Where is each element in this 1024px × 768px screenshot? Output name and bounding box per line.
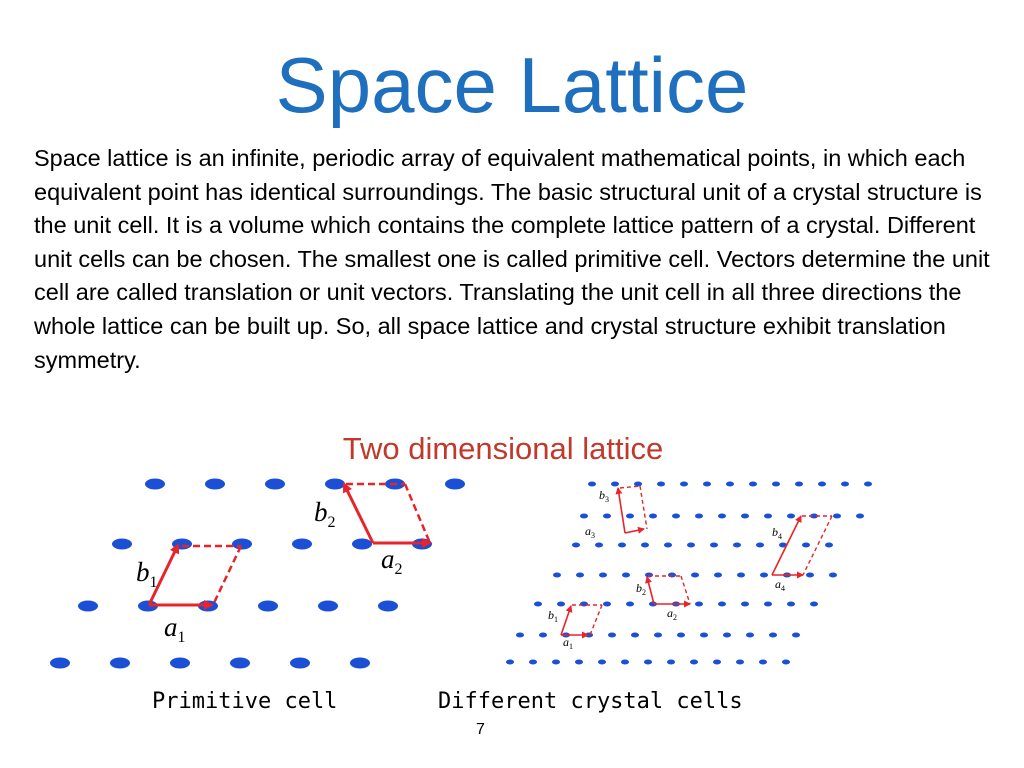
- lattice-point: [723, 633, 731, 638]
- vector-b1: [561, 606, 571, 635]
- lattice-point: [687, 543, 695, 548]
- lattice-point: [506, 660, 514, 665]
- crystal-cell-1: [561, 605, 602, 635]
- lattice-point: [787, 602, 795, 607]
- lattice-point: [667, 660, 675, 665]
- label-b2: $b_2$: [314, 497, 336, 531]
- lattice-point: [553, 573, 561, 578]
- lattice-point: [741, 602, 749, 607]
- lattice-point: [622, 573, 630, 578]
- lattice-point: [557, 602, 565, 607]
- lattice-point: [818, 482, 826, 487]
- lattice-point: [599, 573, 607, 578]
- lattice-point: [539, 633, 547, 638]
- lattice-point: [644, 660, 652, 665]
- lattice-point: [829, 573, 837, 578]
- lattice-point: [772, 482, 780, 487]
- lattice-point: [760, 573, 768, 578]
- lattice-point: [714, 573, 722, 578]
- lattice-point: [733, 543, 741, 548]
- lattice-point: [534, 602, 542, 607]
- lattice-point: [677, 633, 685, 638]
- lattice-point: [672, 514, 680, 519]
- lattice-point: [576, 573, 584, 578]
- lattice-point: [598, 660, 606, 665]
- lattice-point: [806, 573, 814, 578]
- lattice-point: [626, 514, 634, 519]
- lattice-point: [737, 573, 745, 578]
- lattice-point: [641, 543, 649, 548]
- lattice-point: [700, 633, 708, 638]
- lattice-point: [580, 602, 588, 607]
- lattice-point: [645, 573, 653, 578]
- lattice-point: [621, 660, 629, 665]
- lattice-point: [741, 514, 749, 519]
- crystal-cell-3: [618, 486, 647, 533]
- lattice-point: [595, 543, 603, 548]
- caption-primitive-cell: Primitive cell: [152, 689, 338, 714]
- lattice-point: [649, 514, 657, 519]
- lattice-point: [795, 482, 803, 487]
- lattice-point: [769, 633, 777, 638]
- lattice-point: [691, 573, 699, 578]
- lattice-point: [626, 602, 634, 607]
- lattice-point: [825, 543, 833, 548]
- lattice-point: [634, 482, 642, 487]
- lattice-point: [749, 482, 757, 487]
- lattice-point: [575, 660, 583, 665]
- lattice-point: [516, 633, 524, 638]
- lattice-point: [756, 543, 764, 548]
- label-a2-right: $a_2$: [667, 606, 677, 622]
- vector-b2: [647, 577, 654, 604]
- label-b2-right: $b_2$: [636, 581, 646, 597]
- lattice-point: [810, 602, 818, 607]
- lattice-point: [618, 543, 626, 548]
- lattice-point: [726, 482, 734, 487]
- lattice-point: [668, 573, 676, 578]
- label-a4: $a_4$: [775, 577, 785, 593]
- lattice-point: [580, 514, 588, 519]
- figure-subtitle: Two dimensional lattice: [342, 431, 664, 466]
- lattice-point: [792, 633, 800, 638]
- slide-title: Space Lattice: [275, 41, 749, 129]
- lattice-point: [764, 602, 772, 607]
- lattice-point: [710, 543, 718, 548]
- lattice-point: [759, 660, 767, 665]
- lattice-point: [572, 543, 580, 548]
- lattice-point: [611, 482, 619, 487]
- lattice-point: [718, 514, 726, 519]
- lattice-point: [664, 543, 672, 548]
- label-b1: $b_1$: [136, 557, 158, 591]
- lattice-point: [864, 482, 872, 487]
- lattice-point: [802, 543, 810, 548]
- lattice-point: [695, 602, 703, 607]
- label-a2: $a_2$: [381, 544, 403, 578]
- lattice-point: [841, 482, 849, 487]
- lattice-point: [603, 514, 611, 519]
- lattice-point: [718, 602, 726, 607]
- label-a1-right: $a_1$: [563, 635, 573, 651]
- lattice-point: [833, 514, 841, 519]
- lattice-point: [713, 660, 721, 665]
- label-b3: $b_3$: [599, 488, 609, 504]
- lattice-point: [631, 633, 639, 638]
- label-a3: $a_3$: [585, 524, 595, 540]
- lattice-point: [654, 633, 662, 638]
- lattice-point: [782, 660, 790, 665]
- lattice-point: [608, 633, 616, 638]
- page-number: 7: [476, 721, 485, 738]
- lattice-point: [552, 660, 560, 665]
- lattice-point: [746, 633, 754, 638]
- label-a1: $a_1$: [164, 612, 186, 646]
- lattice-point: [680, 482, 688, 487]
- body-paragraph: Space lattice is an infinite, periodic array of equivalent mathematical points, in which each equivalent point has identical surroundings. The basic structural unit of a crystal structure is the unit cell. It is a volume which contains the complete lattice pattern of a crystal. Different unit cells can be chosen. The smallest one is called primitive cell. Vectors determine the unit cell are called translation or unit vectors. Translating the unit cell in all three directions the whole lattice can be built up. So, all space lattice and crystal structure exhibit translation symmetry.: [34, 145, 990, 373]
- lattice-point: [657, 482, 665, 487]
- lattice-point: [856, 514, 864, 519]
- lattice-point: [690, 660, 698, 665]
- lattice-point: [764, 514, 772, 519]
- lattice-point: [529, 660, 537, 665]
- label-b4: $b_4$: [772, 525, 782, 541]
- lattice-point: [787, 514, 795, 519]
- label-b1-right: $b_1$: [548, 608, 558, 624]
- crystal-cell-2: [647, 576, 690, 604]
- lattice-point: [588, 482, 596, 487]
- lattice-point: [703, 482, 711, 487]
- lattice-point: [695, 514, 703, 519]
- caption-different-crystal-cells: Different crystal cells: [438, 689, 743, 714]
- lattice-points-right: [506, 482, 872, 665]
- vector-b3: [618, 488, 625, 533]
- vector-a3: [625, 529, 644, 533]
- lattice-point: [736, 660, 744, 665]
- lattice-point: [603, 602, 611, 607]
